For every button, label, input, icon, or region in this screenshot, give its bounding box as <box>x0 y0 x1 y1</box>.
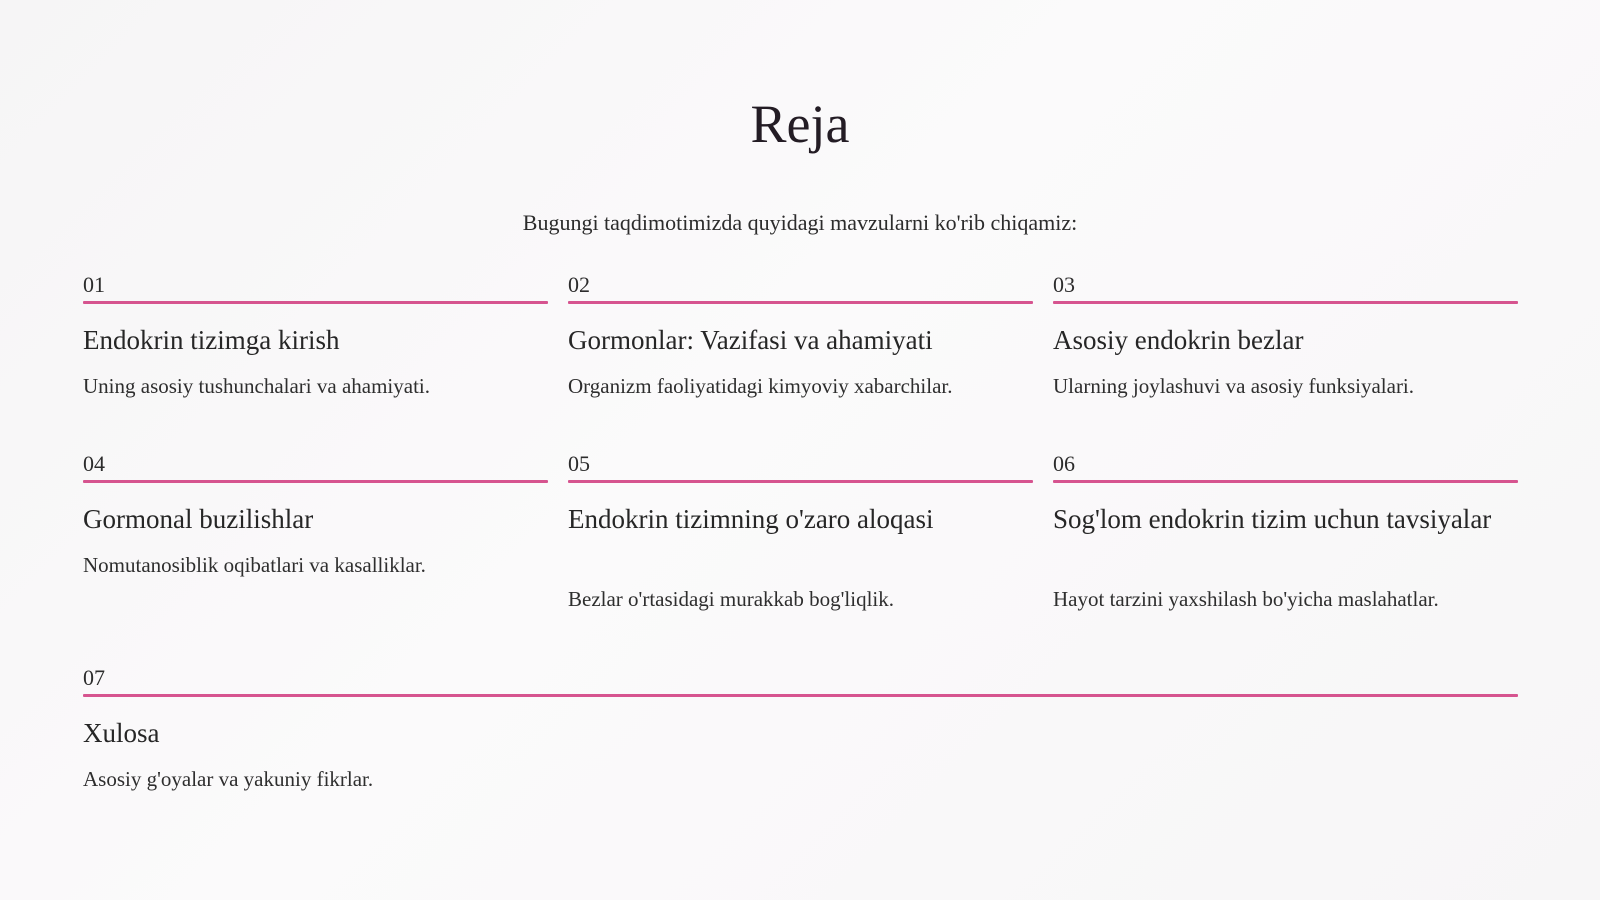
agenda-item-divider <box>83 694 1518 697</box>
agenda-item-number: 05 <box>568 451 590 476</box>
agenda-item-01 <box>83 274 548 400</box>
agenda-item-number: 02 <box>568 272 590 297</box>
agenda-item-heading: Gormonal buzilishlar <box>83 504 314 534</box>
agenda-item-number: 04 <box>83 451 105 476</box>
agenda-item-heading: Endokrin tizimga kirish <box>83 325 340 355</box>
agenda-item-02 <box>568 274 1033 400</box>
agenda-item-divider <box>83 301 548 304</box>
agenda-item-description: Organizm faoliyatidagi kimyoviy xabarchilar. <box>568 374 953 399</box>
agenda-item-divider <box>568 301 1033 304</box>
agenda-item-description: Asosiy g'oyalar va yakuniy fikrlar. <box>83 767 374 792</box>
agenda-item-heading: Asosiy endokrin bezlar <box>1053 325 1304 355</box>
agenda-item-heading: Endokrin tizimning o'zaro aloqasi <box>568 504 934 534</box>
agenda-item-05 <box>568 453 1033 613</box>
agenda-item-description: Bezlar o'rtasidagi murakkab bog'liqlik. <box>568 587 894 612</box>
agenda-item-description: Uning asosiy tushunchalari va ahamiyati. <box>83 374 431 399</box>
agenda-item-06 <box>1053 453 1518 613</box>
agenda-item-divider <box>1053 301 1518 304</box>
agenda-item-heading: Xulosa <box>83 718 160 748</box>
agenda-item-heading: Gormonlar: Vazifasi va ahamiyati <box>568 325 933 355</box>
agenda-item-number: 01 <box>83 272 105 297</box>
agenda-item-description: Nomutanosiblik oqibatlari va kasalliklar. <box>83 553 426 578</box>
agenda-item-number: 06 <box>1053 451 1075 476</box>
agenda-item-number: 03 <box>1053 272 1075 297</box>
slide-title: Reja <box>750 94 850 154</box>
agenda-item-description: Ularning joylashuvi va asosiy funksiyalari. <box>1053 374 1415 399</box>
slide-subtitle: Bugungi taqdimotimizda quyidagi mavzularni ko'rib chiqamiz: <box>522 210 1078 235</box>
agenda-item-03 <box>1053 274 1518 400</box>
agenda-item-heading: Sog'lom endokrin tizim uchun tavsiyalar <box>1053 504 1492 534</box>
agenda-item-divider <box>1053 480 1518 483</box>
agenda-item-04 <box>83 453 548 579</box>
agenda-item-divider <box>568 480 1033 483</box>
agenda-item-description: Hayot tarzini yaxshilash bo'yicha maslahatlar. <box>1053 587 1439 612</box>
agenda-item-number: 07 <box>83 665 105 690</box>
agenda-item-divider <box>83 480 548 483</box>
agenda-item-07 <box>83 667 1518 793</box>
